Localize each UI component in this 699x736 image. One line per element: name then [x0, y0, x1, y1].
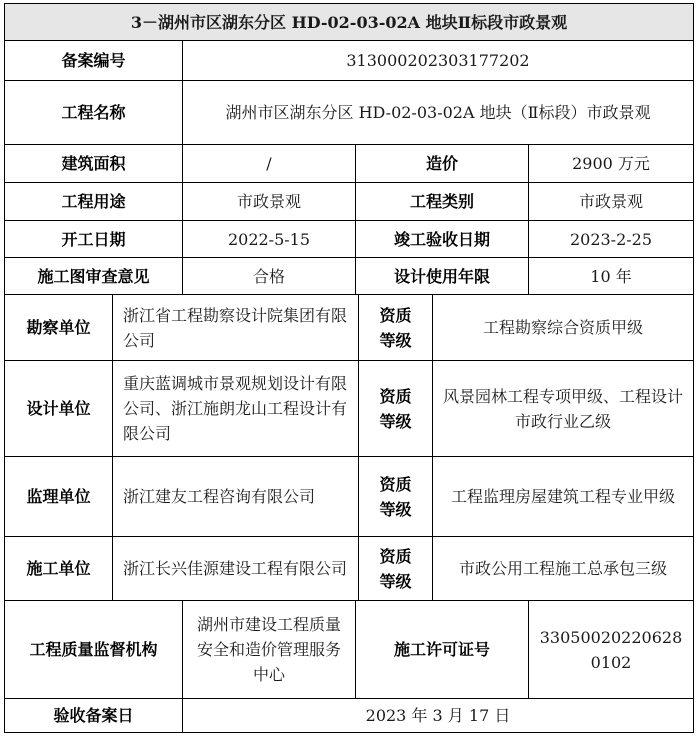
- table-title-row: [5, 4, 693, 41]
- design-label: 设计单位: [5, 361, 113, 456]
- survey-label: 勘察单位: [5, 295, 113, 360]
- start-date-label: 开工日期: [5, 221, 183, 257]
- acceptance-label: 验收备案日: [5, 699, 183, 732]
- review-label: 施工图审查意见: [5, 258, 183, 294]
- supervision-unit: 浙江建友工程咨询有限公司: [113, 457, 359, 536]
- supervision-label: 监理单位: [5, 457, 113, 536]
- area-cost-row: [5, 145, 693, 183]
- quality-row: [5, 601, 693, 699]
- supervision-row: [5, 457, 693, 537]
- quality-org: 湖州市建设工程质量安全和造价管理服务中心: [183, 601, 356, 698]
- permit-label: 施工许可证号: [356, 601, 529, 698]
- construction-qual: 市政公用工程施工总承包三级: [458, 559, 667, 578]
- construction-qual-label: 资质等级: [359, 537, 433, 600]
- quality-label: 工程质量监督机构: [5, 601, 183, 698]
- supervision-qual-label: 资质等级: [359, 457, 433, 536]
- review-value: 合格: [183, 258, 356, 294]
- supervision-qual: 工程监理房屋建筑工程专业甲级: [450, 487, 675, 506]
- finish-date-label: 竣工验收日期: [356, 221, 529, 257]
- permit-number: 330500202206280102: [539, 627, 683, 672]
- project-name-value: 湖州市区湖东分区 HD-02-03-02A 地块（Ⅱ标段）市政景观: [225, 103, 651, 122]
- survey-qual: 工程勘察综合资质甲级: [482, 318, 643, 337]
- cost-value: 2900 万元: [572, 154, 650, 173]
- finish-date-value: 2023-2-25: [569, 229, 653, 249]
- design-life-label: 设计使用年限: [356, 258, 529, 294]
- record-number-label: 备案编号: [5, 41, 183, 80]
- construction-row: [5, 537, 693, 601]
- start-date-value: 2022-5-15: [183, 221, 356, 257]
- record-number-row: [5, 41, 693, 81]
- design-row: [5, 361, 693, 457]
- purpose-value: 市政景观: [183, 183, 356, 220]
- survey-qual-label: 资质等级: [359, 295, 433, 360]
- project-name-label: 工程名称: [5, 81, 183, 144]
- acceptance-row: [5, 699, 693, 732]
- purpose-label: 工程用途: [5, 183, 183, 220]
- design-qual: 风景园林工程专项甲级、工程设计市政行业乙级: [442, 386, 683, 431]
- construction-label: 施工单位: [5, 537, 113, 600]
- dates-row: [5, 221, 693, 258]
- design-qual-label: 资质等级: [359, 361, 433, 456]
- table-title: 3－湖州市区湖东分区 HD-02-03-02A 地块Ⅱ标段市政景观: [5, 4, 693, 40]
- survey-row: [5, 295, 693, 361]
- acceptance-date: 2023 年 3 月 17 日: [365, 706, 511, 725]
- record-number-value: 313000202303177202: [346, 51, 530, 70]
- review-life-row: [5, 258, 693, 295]
- type-label: 工程类别: [356, 183, 529, 220]
- cost-label: 造价: [356, 145, 529, 182]
- design-life-value: 10 年: [590, 266, 632, 286]
- project-name-row: [5, 81, 693, 145]
- record-table: [4, 3, 694, 733]
- purpose-type-row: [5, 183, 693, 221]
- construction-unit: 浙江长兴佳源建设工程有限公司: [113, 537, 359, 600]
- area-label: 建筑面积: [5, 145, 183, 182]
- survey-unit: 浙江省工程勘察设计院集团有限公司: [113, 295, 359, 360]
- area-value: /: [183, 145, 356, 182]
- design-unit: 重庆蓝调城市景观规划设计有限公司、浙江施朗龙山工程设计有限公司: [113, 361, 359, 456]
- type-value: 市政景观: [578, 192, 643, 211]
